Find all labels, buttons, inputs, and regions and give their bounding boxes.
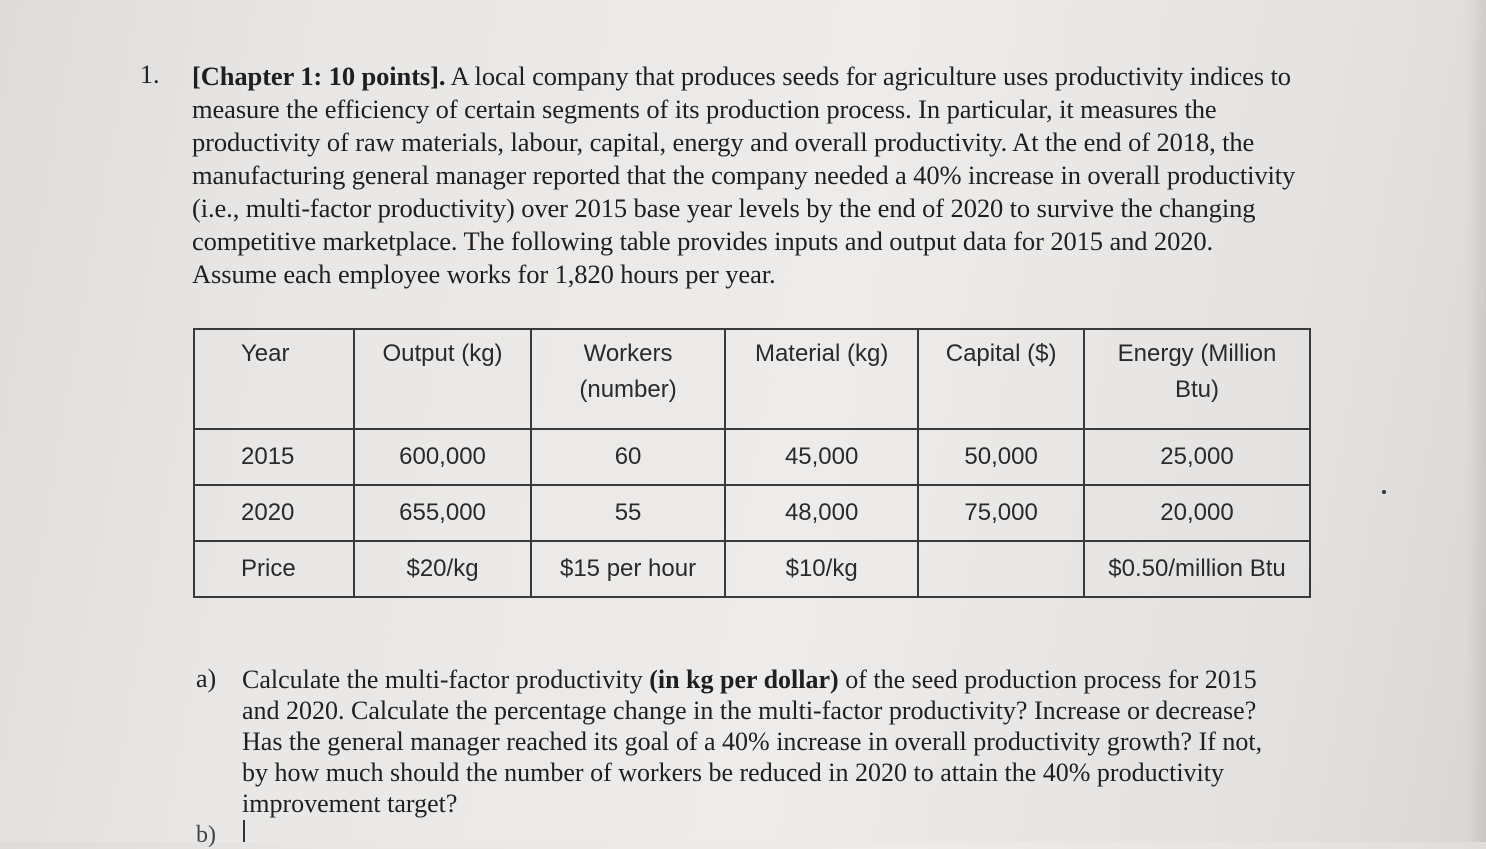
page-edge-shadow: [1466, 0, 1486, 842]
question-number: 1.: [140, 60, 160, 89]
subquestion-a-text-before: Calculate the multi-factor productivity: [242, 665, 650, 694]
subquestion-a-label: a): [196, 664, 217, 693]
subquestion-a-bold: (in kg per dollar): [649, 665, 839, 694]
subquestion-a-text-after: of the seed production process for 2015 and 2020. Calculate the percentage change in the multi-factor productivity? Increase or decrease? Has the general manager reached its goal of a 40% increase in overall productivity growth? If not, by how much should the number of workers be reduced in 2020 to attain the 40% productivity improvement target?: [242, 665, 1263, 818]
cell-material: 48,000: [725, 485, 918, 541]
data-table: [193, 328, 1311, 598]
table-header-row: [194, 329, 1310, 429]
subquestion-a-text: [242, 664, 1282, 819]
cell-year: Price: [194, 541, 354, 597]
cell-capital: 75,000: [918, 485, 1084, 541]
cell-year: 2015: [194, 429, 354, 485]
cell-output: $20/kg: [354, 541, 531, 597]
cell-year: 2020: [194, 485, 354, 541]
subquestion-b-label: b): [196, 822, 216, 848]
header-material: Material (kg): [725, 329, 918, 429]
text-cursor: [243, 820, 245, 842]
table-row: [194, 429, 1310, 485]
question-tag: [Chapter 1: 10 points].: [192, 61, 446, 91]
header-capital: Capital ($): [918, 329, 1084, 429]
header-workers: Workers (number): [531, 329, 725, 429]
cell-output: 600,000: [354, 429, 531, 485]
question-body: A local company that produces seeds for agriculture uses productivity indices to measure the efficiency of certain segments of its production process. In particular, it measures the productivity of raw materials, labour, capital, energy and overall productivity. At the end of 2018, the manufacturing general manager reported that the company needed a 40% increase in overall productivity (i.e., multi-factor productivity) over 2015 base year levels by the end of 2020 to survive the changing competitive marketplace. The following table provides inputs and output data for 2015 and 2020. Assume each employee works for 1,820 hours per year.: [192, 61, 1296, 289]
cell-workers: 55: [531, 485, 725, 541]
cell-capital: [918, 541, 1084, 597]
table-row: [194, 485, 1310, 541]
cell-capital: 50,000: [918, 429, 1084, 485]
cell-energy: $0.50/million Btu: [1084, 541, 1310, 597]
header-year: Year: [194, 329, 354, 429]
header-output: Output (kg): [354, 329, 531, 429]
table-row: [194, 541, 1310, 597]
stray-mark: [1382, 490, 1386, 494]
cell-output: 655,000: [354, 485, 531, 541]
header-energy: Energy (Million Btu): [1084, 329, 1310, 429]
question-text: [192, 60, 1302, 291]
cell-material: 45,000: [725, 429, 918, 485]
cell-energy: 25,000: [1084, 429, 1310, 485]
cell-material: $10/kg: [725, 541, 918, 597]
cell-energy: 20,000: [1084, 485, 1310, 541]
cell-workers: 60: [531, 429, 725, 485]
cell-workers: $15 per hour: [531, 541, 725, 597]
